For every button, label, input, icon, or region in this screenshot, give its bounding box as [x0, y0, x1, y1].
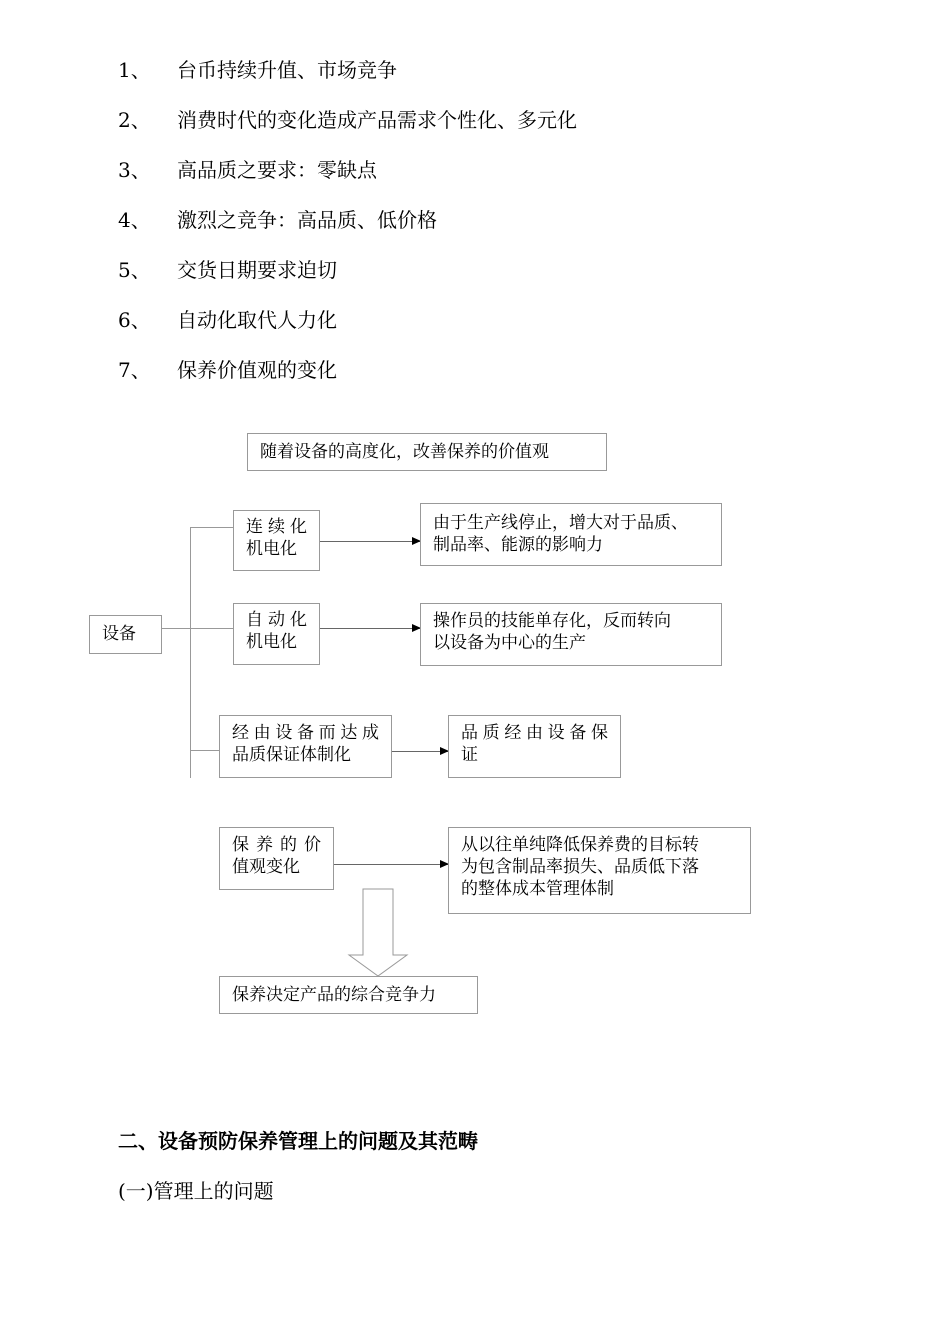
branch-label-line: 自动化 — [246, 610, 307, 630]
list-number: 1、 — [118, 58, 151, 82]
value-change-result-line: 从以往单纯降低保养费的目标转 — [461, 835, 699, 855]
list-item — [118, 57, 397, 83]
branch-label-line: 机电化 — [246, 539, 297, 559]
branch-label-box — [233, 603, 320, 665]
list-number: 2、 — [118, 108, 151, 132]
list-number: 7、 — [118, 358, 151, 382]
branch-result-line: 证 — [461, 745, 478, 765]
arrow-right-icon — [320, 628, 420, 629]
diagram-root-text: 设备 — [102, 624, 136, 644]
connector-trunk — [190, 527, 191, 778]
list-text: 保养价值观的变化 — [177, 358, 337, 382]
arrow-right-icon — [334, 864, 448, 865]
arrow-right-icon — [392, 751, 448, 752]
branch-result-line: 品质经由设备保 — [461, 723, 608, 743]
down-arrow-icon — [347, 888, 409, 978]
diagram-top-box — [247, 433, 607, 471]
conclusion-text: 保养决定产品的综合竞争力 — [232, 985, 436, 1005]
branch-label-box — [219, 715, 392, 778]
list-item — [118, 307, 337, 333]
list-item — [118, 157, 377, 183]
branch-label-line: 连续化 — [246, 517, 307, 537]
list-text: 高品质之要求：零缺点 — [177, 158, 377, 182]
connector-branch-1 — [190, 527, 233, 528]
branch-result-line: 由于生产线停止，增大对于品质、 — [433, 513, 688, 533]
branch-result-line: 操作员的技能单存化，反而转向 — [433, 611, 671, 631]
value-change-box — [219, 827, 334, 890]
list-number: 5、 — [118, 258, 151, 282]
value-change-result-line: 为包含制品率损失、品质低下落 — [461, 857, 699, 877]
value-change-result-line: 的整体成本管理体制 — [461, 879, 614, 899]
branch-label-line: 品质保证体制化 — [232, 745, 351, 765]
list-item — [118, 257, 337, 283]
branch-label-line: 经由设备而达成 — [232, 723, 379, 743]
list-number: 3、 — [118, 158, 151, 182]
list-item — [118, 107, 577, 133]
section-title: 二、设备预防保养管理上的问题及其范畴 — [118, 1129, 478, 1153]
list-text: 交货日期要求迫切 — [177, 258, 337, 282]
branch-result-box — [420, 503, 722, 566]
connector-root — [162, 628, 233, 629]
branch-result-box — [420, 603, 722, 666]
diagram-top-text: 随着设备的高度化，改善保养的价值观 — [260, 442, 549, 462]
list-item — [118, 357, 337, 383]
list-text: 消费时代的变化造成产品需求个性化、多元化 — [177, 108, 577, 132]
branch-label-line: 机电化 — [246, 632, 297, 652]
list-text: 激烈之竞争：高品质、低价格 — [177, 208, 437, 232]
connector-branch-3 — [190, 750, 219, 751]
value-change-line: 值观变化 — [232, 857, 300, 877]
list-text: 自动化取代人力化 — [177, 308, 337, 332]
value-change-result-box — [448, 827, 751, 914]
branch-result-box — [448, 715, 621, 778]
subsection-title: (一)管理上的问题 — [118, 1179, 274, 1203]
list-number: 4、 — [118, 208, 151, 232]
branch-result-line: 制品率、能源的影响力 — [433, 535, 603, 555]
arrow-right-icon — [320, 541, 420, 542]
conclusion-box — [219, 976, 478, 1014]
value-change-line: 保养的价 — [232, 835, 321, 855]
branch-label-box — [233, 510, 320, 571]
list-item — [118, 207, 437, 233]
branch-result-line: 以设备为中心的生产 — [433, 633, 586, 653]
list-text: 台币持续升值、市场竞争 — [177, 58, 397, 82]
list-number: 6、 — [118, 308, 151, 332]
diagram-root-box — [89, 615, 162, 654]
